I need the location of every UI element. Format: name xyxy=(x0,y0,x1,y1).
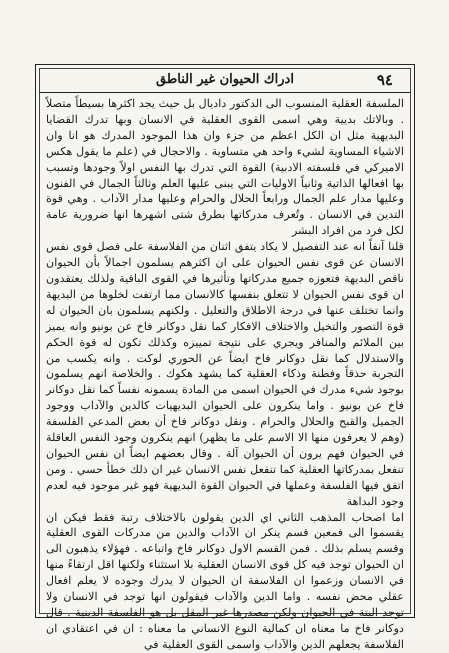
running-title: ادراك الحيوان غير الناطق xyxy=(156,72,294,87)
paragraph-3: اما اصحاب المذهب الثاني اي الدين يقولون بالاختلاف رتبة فقط فيكن ان يقسموا الى فمعين قسم ينكر ان الآداب والدين من مدركات القوى العقلية وقسم يسلم بذلك . فمن القسم الاول دوكانر فاخ واتباعه . فهؤلاء يذهبون الى ان الحيوان توجد فيه كل قوى الانسان العقلية بلا استثناء ولكنها اقل ارتقاءً منها في الانسان وزعموا ان الفلاسفة ان الحيوان لا يدرك وجوده لا يعلم افعال عقلي محض نفسه . واما الدين والآداب فيقولون انها توجد في الانسان ولا توجد البتة في الحيوان ولكن مصدرها غير المقل بل هو الفلسفة الدينية . قال دوكانر فاخ ما معناه ان كمالية النوع الانساني ما معناه : ان في اعتقادي ان الفلاسفة يجعلهم الدين والآداب واسمى القوى العقلية في xyxy=(46,510,404,651)
paragraph-1: الملسفة العقلية المنسوب الى الدكتور داديال بل حيث يجد اكثرها بسيطاً متصلاً . وبالاتك بديية وهي اسمى القوى العقلية في الانسان وبها تدرك القضايا البديهية مثل ان الكل اعظم من جزء وان هذا الموجود المدرك هو انا وان الاشياء المساوية لشيء واحد هي متساوية . والاحجال في (علم ما يقول هكس الاميركي في فلسفته الادبية) القوة التي تدرك بها النفس اولاً وجودها وتسبب بها افعالها الذاتية وثانياً الاوليات التي يبنى عليها العلم وثالثاً الجمال في الفنون وعليها مدار علم الجمال ورابعاً الحلال والحرام وعليها مدار الآداب . وهي قوة التدين في الانسان . وتُعرف مدركاتها بطرق شتى اشهرها انها ضرورية عامة لكل فرد من افراد البشر xyxy=(46,97,404,238)
paragraph-2: قلنا آنفاً انه عند التفصيل لا يكاد يتفق اثنان من الفلاسفة على فصل قوى نفس الانسان عن قوى نفس الحيوان على ان اكثرهم يسلمون اجمالاً بأن الحيوان ناقص البديهة فتعوزه جميع مدركاتها وتأثيرها في القوى الباقية ولذلك يعتقدون ان قوى نفس الحيوان لا تتعلق بنفسها كالانسان مما ارتفت لخلوها من البديهة وانما تختلف عنها في درجة الاطلاق والتعليل . ولكنهم يسلمون بان الحيوان له قوة التصور والتخيل والاختلاف الافكار كما نقل دوكانر فاخ عن بونيو وانه يميز بين الملائم والمنافر ويجري على نتيجة تمييزه وكذلك تكون له قوة الحكم والاستدلال كما نقل دوكانر فاخ ايضاً عن الحوري لوكت . وانه يكسب من التجربة حذقاً وفطنة وذكاء العقلية كما يشهد هكوك . والخلاصة انهم يسلمون بوجود شيء مدرك في الحيوان اسمى من المادة يسمونه نفساً كما نقل دوكانر فاخ عن بونيو . واما ينكرون على الحيوان البديهيات كالدين والآداب ووجود الجميل والقبح والحلال والحرام . ونقل دوكانر فاخ أن بعض المدعي الفلسفة (وهم لا يعرفون منها الا الاسم على ما يظهر) انهم ينكرون وجود النفس العاقلة في الحيوان فهم يرون أن الحيوان آلة . وقال بعضهم ايضاً ان نفس الحيوان تنفعل بمدركاتها العقلية كما تنفعل نفس الانسان غير ان ذلك خطأ حسي . ومن اتفق فيها الفلسفة وعملها في الحيوان القوة البديهية فهو غير موجود فيه لعدم وجود البداهة xyxy=(46,240,404,508)
page-number: ٩٤ xyxy=(376,71,393,89)
page-header xyxy=(39,68,411,93)
body-text xyxy=(46,96,404,651)
